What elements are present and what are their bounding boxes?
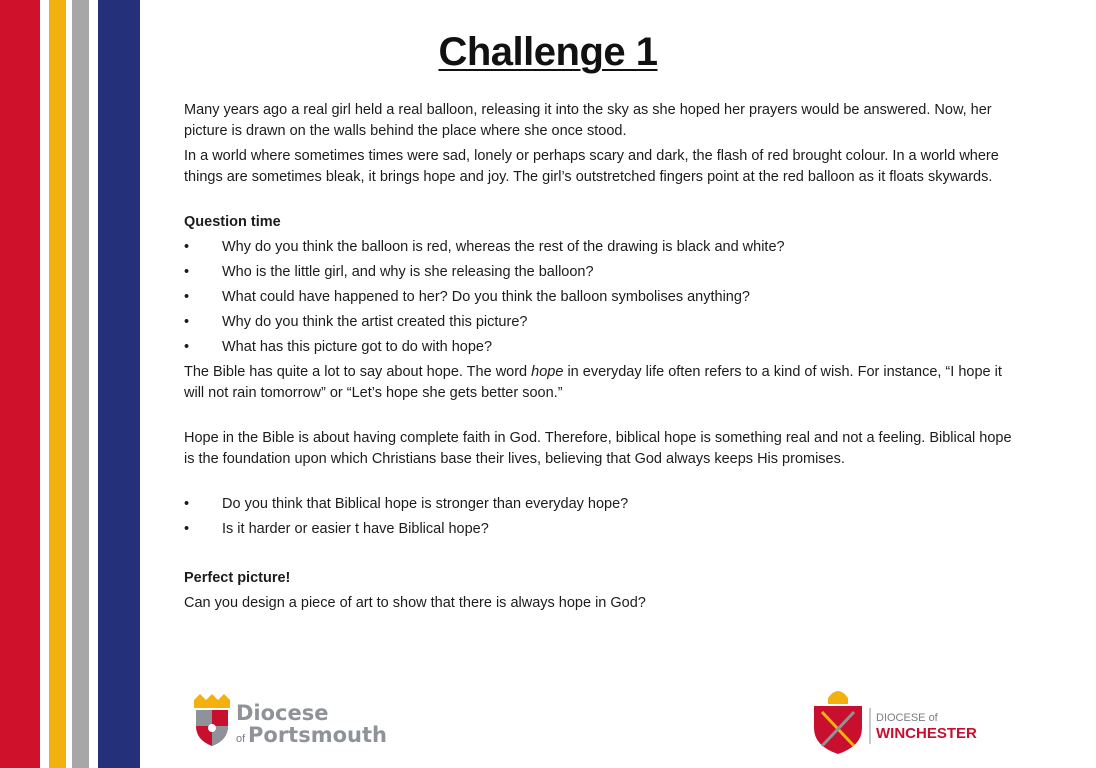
hope-paragraph-2: Hope in the Bible is about having complete faith in God. Therefore, biblical hope is something real and not a feeling. Biblical hope is the foundation upon which Christians base their lives, believing that God always keeps His promises.: [184, 430, 1012, 467]
diocese-of-winchester-logo: [808, 684, 978, 756]
perfect-picture-text: Can you design a piece of art to show that there is always hope in God?: [184, 595, 646, 611]
biblical-question-list: [184, 494, 1014, 540]
bullet-icon: •: [184, 496, 190, 512]
winchester-line2: WINCHESTER: [876, 725, 977, 742]
grey-stripe: [72, 0, 89, 768]
main-content: [184, 100, 1014, 614]
navy-stripe: [98, 0, 140, 768]
question-time-heading: Question time: [184, 214, 281, 230]
hope-word-italic: hope: [531, 364, 564, 380]
list-item: [184, 337, 1014, 358]
portsmouth-line1: Diocese: [236, 701, 329, 725]
portsmouth-crest-icon: [190, 692, 387, 748]
intro-paragraph-1: Many years ago a real girl held a real balloon, releasing it into the sky as she hoped her prayers would be answered. Now, her picture is drawn on the walls behind the place where she once stood.: [184, 102, 992, 139]
red-stripe: [0, 0, 40, 768]
question-text: Is it harder or easier t have Biblical hope?: [222, 521, 489, 537]
question-text: Why do you think the balloon is red, whereas the rest of the drawing is black and white?: [222, 239, 785, 255]
decorative-side-stripes: [0, 0, 140, 768]
list-item: [184, 312, 1014, 333]
list-item: [184, 287, 1014, 308]
bullet-icon: •: [184, 339, 190, 355]
page-title: Challenge 1: [438, 30, 658, 74]
question-text: Do you think that Biblical hope is stronger than everyday hope?: [222, 496, 629, 512]
bullet-icon: •: [184, 289, 190, 305]
question-text: What has this picture got to do with hope?: [222, 339, 493, 355]
question-text: Who is the little girl, and why is she releasing the balloon?: [222, 264, 594, 280]
portsmouth-line2: Portsmouth: [248, 723, 387, 747]
list-item: [184, 494, 1014, 515]
yellow-stripe: [49, 0, 66, 768]
list-item: [184, 237, 1014, 258]
question-text: What could have happened to her? Do you think the balloon symbolises anything?: [222, 289, 750, 305]
bullet-icon: •: [184, 521, 190, 537]
hope-text-after: in everyday life often refers to a kind of wish. For instance, “I hope it will not rain tomorrow” or “Let’s hope she gets better soon.”: [184, 364, 1002, 401]
list-item: [184, 262, 1014, 283]
bullet-icon: •: [184, 314, 190, 330]
winchester-crest-icon: [808, 684, 978, 756]
perfect-picture-heading: Perfect picture!: [184, 570, 291, 586]
question-list: [184, 237, 1014, 358]
hope-paragraph-1: [184, 362, 1014, 404]
list-item: [184, 519, 1014, 540]
bullet-icon: •: [184, 239, 190, 255]
diocese-of-portsmouth-logo: [190, 692, 387, 748]
winchester-line1: DIOCESE of: [876, 712, 938, 724]
question-text: Why do you think the artist created this picture?: [222, 314, 528, 330]
hope-text-before: The Bible has quite a lot to say about hope. The word: [184, 364, 532, 380]
bullet-icon: •: [184, 264, 190, 280]
portsmouth-of: of: [236, 733, 246, 745]
intro-paragraph-2: In a world where sometimes times were sad, lonely or perhaps scary and dark, the flash of red brought colour. In a world where things are sometimes bleak, it brings hope and joy. The girl’s outstretched fingers point at the red balloon as it floats skywards.: [184, 148, 999, 185]
